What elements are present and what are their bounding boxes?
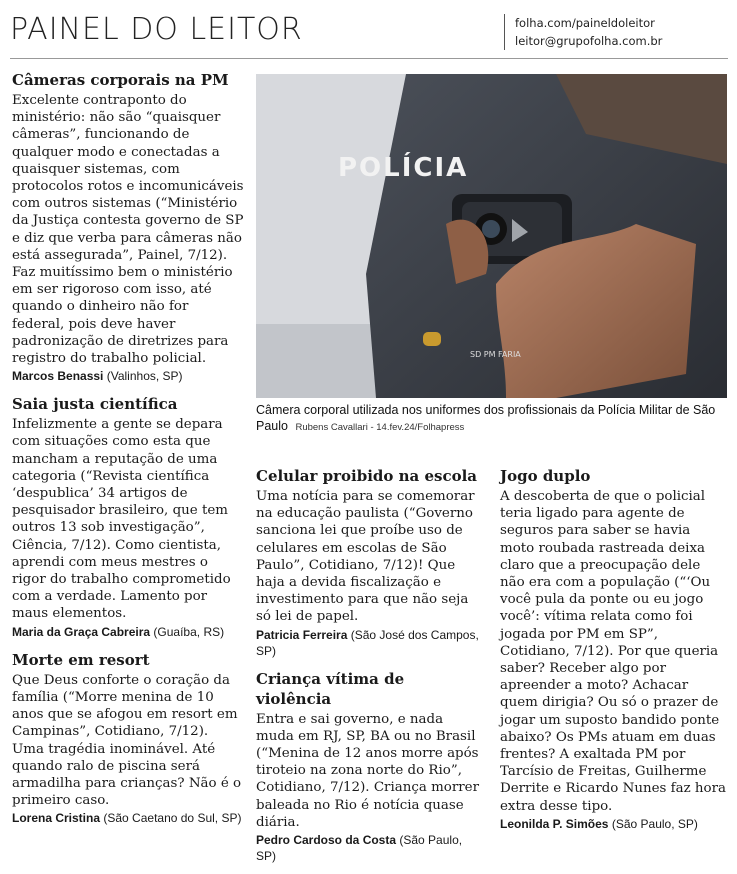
author-place: (São Paulo, SP) [256, 833, 463, 864]
letter-celular [256, 466, 484, 659]
photo-caption [256, 402, 727, 436]
author-name: Leonilda P. Simões [500, 816, 609, 831]
letter-crianca [256, 669, 484, 864]
letter-body: Uma notícia para se comemorar na educação paulista (“Governo sanciona lei que proíbe uso de celulares em escolas de São Paulo”, Cotidiano, 7/12)! Que haja a devida fiscalização e investimento para que não seja só lei de papel. [256, 489, 475, 625]
author-place: (São José dos Campos, SP) [256, 627, 479, 658]
letter-signature [256, 627, 484, 659]
site-link[interactable]: folha.com/paineldoleitor [515, 16, 655, 30]
letter-saia-justa [12, 394, 244, 639]
letter-heading: Jogo duplo [500, 467, 591, 485]
contact-info [515, 14, 662, 50]
section-title: PAINEL DO LEITOR [10, 12, 303, 47]
left-column [12, 70, 244, 836]
author-name: Maria da Graça Cabreira [12, 624, 151, 639]
email-link[interactable]: leitor@grupofolha.com.br [515, 34, 663, 48]
letter-heading: Morte em resort [12, 650, 150, 669]
letter-body: Que Deus conforte o coração da família (“Morre menina de 10 anos que se afogou em resort em Campinas”, Cotidiano, 7/12). Uma tragédia inominável. Até quando ralo de piscina será armadilha para crianças? Não é o primeiro caso. [12, 672, 242, 809]
right-column [500, 466, 728, 842]
caption-text: Câmera corporal utilizada nos uniformes dos profissionais da Polícia Militar de São Paulo [256, 403, 716, 433]
letter-signature [500, 816, 728, 832]
author-name: Lorena Cristina [12, 811, 101, 826]
author-name: Pedro Cardoso da Costa [256, 833, 397, 848]
author-place: (São Paulo, SP) [611, 816, 698, 831]
letter-body: Entra e sai governo, e nada muda em RJ, SP, BA ou no Brasil (“Menina de 12 anos morre após tiroteio na zona norte do Rio”, Cotidiano, 7/12). Criança morrer baleada no Rio é notícia quase diária. [256, 711, 479, 830]
letter-heading: Criança vítima de violência [256, 669, 405, 708]
header-rule [10, 58, 728, 59]
letter-resort [12, 650, 244, 827]
author-place: (Valinhos, SP) [106, 369, 183, 384]
middle-column [256, 466, 484, 874]
letter-heading: Saia justa científica [12, 395, 178, 414]
page-header [10, 8, 730, 56]
author-name: Marcos Benassi [12, 369, 104, 384]
author-place: (São Caetano do Sul, SP) [103, 811, 242, 826]
author-place: (Guaíba, RS) [153, 624, 225, 639]
letter-jogo-duplo [500, 466, 728, 832]
police-camera-illustration [256, 74, 727, 398]
letter-signature [256, 832, 484, 864]
news-photo [256, 74, 727, 398]
letter-signature [12, 810, 244, 826]
letter-heading: Câmeras corporais na PM [12, 71, 229, 89]
letter-body: Infelizmente a gente se depara com situações como esta que mancham a reputação de uma categoria (“Revista científica ‘despublica’ 34 artigos de pesquisador brasileiro, que tem outros 13 sob investigação”, Ciência, 7/12). Como cientista, aprendi com meus mestres o rigor do trabalho comprometido com a verdade. Lamento por maus elementos. [12, 417, 231, 622]
letter-body: Excelente contraponto do ministério: não são “quaisquer câmeras”, funcionando de qualquer modo e conectadas a quaisquer sistemas, com protocolos rotos e incomunicáveis com outros sistemas (“Ministério da Justiça contesta governo de SP e diz que verba para câmeras não está assegurada”, Painel, 7/12). Faz muitíssimo bem o ministério em ser rigoroso com isso, até quando o dinheiro não for federal, pois deve haver padronização de diretrizes para registro do trabalho policial. [12, 93, 244, 367]
badge-label: SD PM FARIA [470, 350, 521, 359]
letter-cameras [12, 70, 244, 384]
letter-signature [12, 624, 244, 640]
letter-signature [12, 368, 244, 384]
vest-label: POLÍCIA [338, 153, 469, 183]
header-divider [504, 14, 505, 50]
photo-credit: Rubens Cavallari - 14.fev.24/Folhapress [295, 422, 465, 433]
author-name: Patricia Ferreira [256, 627, 348, 642]
letter-heading: Celular proibido na escola [256, 467, 478, 485]
letter-body: A descoberta de que o policial teria ligado para agente de seguros para saber se havia moto roubada rastreada deixa claro que a preocupação dele não era com a população (“‘Ou você pula da ponte ou eu jogo você’: vítima relata como foi jogada por PM em SP”, Cotidiano, 7/12). Por que queria saber? Receber algo por apreender a moto? Achacar quem dirigia? Ou só o prazer de jogar um suposto bandido ponte abaixo? Os PMs atuam em duas frentes? A exaltada PM por Tarcísio de Freitas, Guilherme Derrite e Ricardo Nunes faz hora extra desse tipo. [500, 489, 726, 814]
